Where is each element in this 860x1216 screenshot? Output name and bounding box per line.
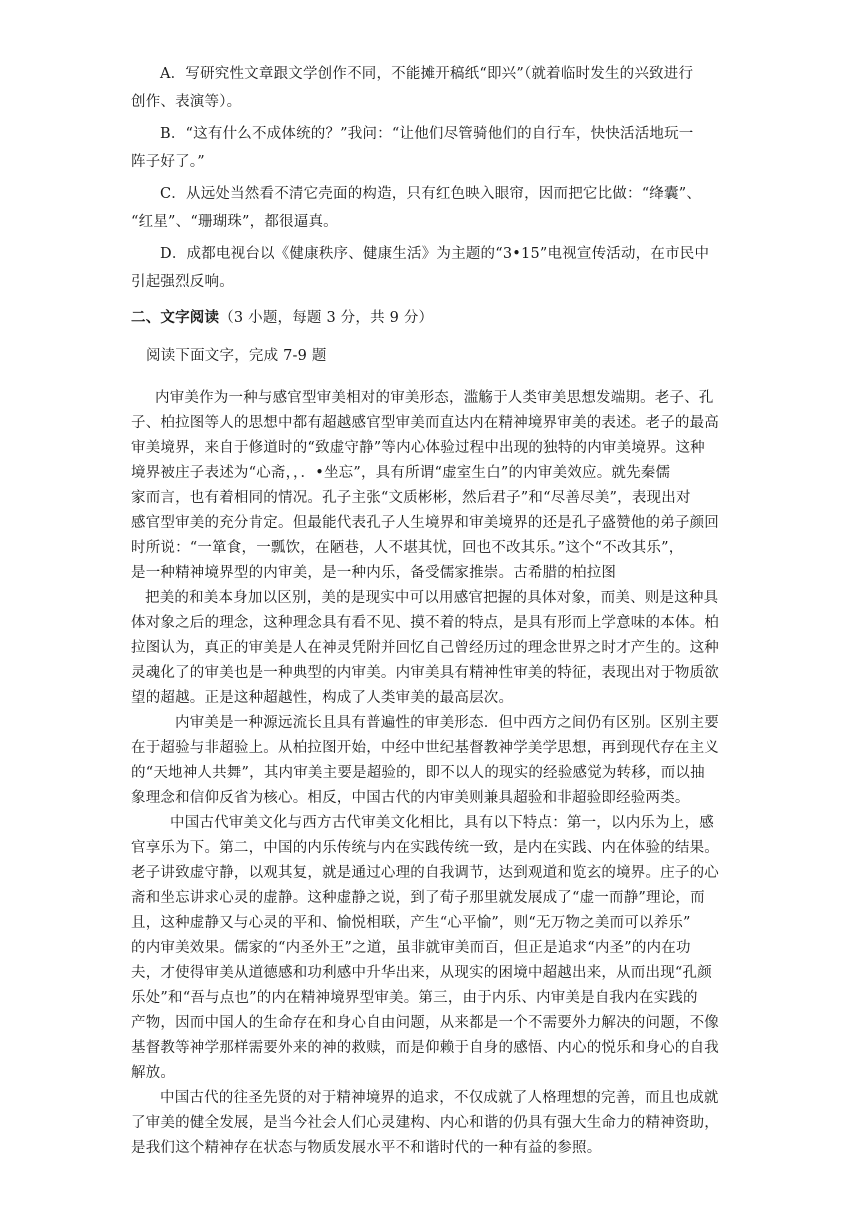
p4-line-3: 老子讲致虚守静，以观其复，就是通过心理的自我调节，达到观道和览玄的境界。庄子的心 (131, 865, 719, 881)
p1-line-7: 时所说：“一箪食，一瓢饮，在陋巷，人不堪其忧，回也不改其乐。”这个“不改其乐”， (131, 540, 684, 556)
option-d-line-2: 引起强烈反响。 (131, 274, 234, 290)
p4-line-8: 乐处”和“吾与点也”的内在精神境界型审美。第三，由于内乐、内审美是自我内在实践的 (131, 990, 698, 1006)
option-d-line-1: D．成都电视台以《健康秩序、健康生活》为主题的“3•15”电视宣传活动，在市民中 (160, 246, 710, 262)
p3-line-1: 内审美是一种源远流长且具有普遍性的审美形态．但中西方之间仍有区别。区别主要 (175, 715, 719, 731)
reading-instruction: 阅读下面文字，完成 7-9 题 (146, 348, 327, 364)
option-b-line-1: B．“这有什么不成体统的？”我问：“让他们尽管骑他们的自行车，快快活活地玩一 (160, 126, 694, 142)
p1-line-1: 内审美作为一种与感官型审美相对的审美形态，滥觞于人类审美思想发端期。老子、孔 (155, 390, 714, 406)
p5-line-2: 了审美的健全发展，是当今社会人们心灵建构、内心和谐的仍具有强大生命力的精神资助， (131, 1115, 719, 1131)
section-note: （3 小题，每题 3 分，共 9 分） (219, 310, 434, 326)
p2-line-1: 把美的和美本身加以区别，美的是现实中可以用感官把握的具体对象，而美、则是这种具 (145, 590, 719, 606)
p2-line-5: 望的超越。正是这种超越性，构成了人类审美的最高层次。 (131, 690, 514, 706)
p2-line-3: 拉图认为，真正的审美是人在神灵凭附并回忆自己曾经历过的理念世界之时才产生的。这种 (131, 640, 719, 656)
p3-line-4: 象理念和信仰反省为核心。相反，中国古代的内审美则兼具超验和非超验即经验两类。 (131, 790, 690, 806)
option-c-line-1: C．从远处当然看不清它壳面的构造，只有红色映入眼帘，因而把它比做：“绛囊”、 (160, 186, 702, 202)
p1-line-6: 感官型审美的充分肯定。但最能代表孔子人生境界和审美境界的还是孔子盛赞他的弟子颜回 (131, 515, 719, 531)
p3-line-2: 在于超验与非超验上。从柏拉图开始，中经中世纪基督教神学美学思想，再到现代存在主义 (131, 740, 719, 756)
p1-line-8: 是一种精神境界型的内审美，是一种内乐，备受儒家推崇。古希腊的柏拉图 (131, 565, 617, 581)
p5-line-1: 中国古代的往圣先贤的对于精神境界的追求，不仅成就了人格理想的完善，而且也成就 (160, 1090, 719, 1106)
p3-line-3: 的“天地神人共舞”，其内审美主要是超验的，即不以人的现实的经验感觉为转移，而以抽 (131, 765, 705, 781)
p1-line-4: 境界被庄子表述为“心斋，，．•坐忘”，具有所谓“虚室生白”的内审美效应。就先秦儒 (131, 465, 671, 481)
p1-line-3: 审美境界，来自于修道时的“致虚守静”等内心体验过程中出现的独特的内审美境界。这种 (131, 440, 705, 456)
p1-line-5: 家而言，也有着相同的情况。孔子主张“文质彬彬，然后君子”和“尽善尽美”，表现出对 (131, 490, 691, 506)
p4-line-9: 产物，因而中国人的生命存在和身心自由问题，从来都是一个不需要外力解决的问题，不像 (131, 1015, 719, 1031)
p1-line-2: 子、柏拉图等人的思想中都有超越感官型审美而直达内在精神境界审美的表述。老子的最高 (131, 415, 719, 431)
p5-line-3: 是我们这个精神存在状态与物质发展水平不和谐时代的一种有益的参照。 (131, 1140, 602, 1156)
p2-line-2: 体对象之后的理念，这种理念具有看不见、摸不着的特点，是具有形而上学意味的本体。柏 (131, 615, 719, 631)
option-b-line-2: 阵子好了。” (131, 154, 205, 170)
option-a-line-1: A．写研究性文章跟文学创作不同，不能摊开稿纸“即兴”（就着临时发生的兴致进行 (160, 66, 694, 82)
p4-line-6: 的内审美效果。儒家的“内圣外王”之道，虽非就审美而百，但正是追求“内圣”的内在功 (131, 940, 691, 956)
option-a-line-2: 创作、表演等）。 (131, 94, 242, 110)
section-title: 二、文字阅读 (131, 310, 220, 326)
p2-line-4: 灵魂化了的审美也是一种典型的内审美。内审美具有精神性审美的特征，表现出对于物质欲 (131, 665, 719, 681)
option-c-line-2: “红星”、“珊瑚珠”，都很逼真。 (131, 214, 338, 230)
p4-line-5: 且，这种虚静又与心灵的平和、愉悦相联，产生“心平愉”，则“无万物之美而可以养乐” (131, 915, 691, 931)
section-heading (131, 308, 433, 328)
p4-line-1: 中国古代审美文化与西方古代审美文化相比，具有以下特点：第一，以内乐为上，感 (170, 815, 714, 831)
p4-line-10: 基督教等神学那样需要外来的神的救赎，而是仰赖于自身的感悟、内心的悦乐和身心的自我 (131, 1040, 719, 1056)
p4-line-4: 斋和坐忘讲求心灵的虚静。这种虚静之说，到了荀子那里就发展成了“虚一而静”理论，而 (131, 890, 705, 906)
p4-line-7: 夫，才使得审美从道德感和功利感中升华出来，从现实的困境中超越出来，从而出现“孔颜 (131, 965, 712, 981)
p4-line-11: 解放。 (131, 1065, 176, 1081)
p4-line-2: 官享乐为下。第二，中国的内乐传统与内在实践传统一致，是内在实践、内在体验的结果。 (131, 840, 719, 856)
